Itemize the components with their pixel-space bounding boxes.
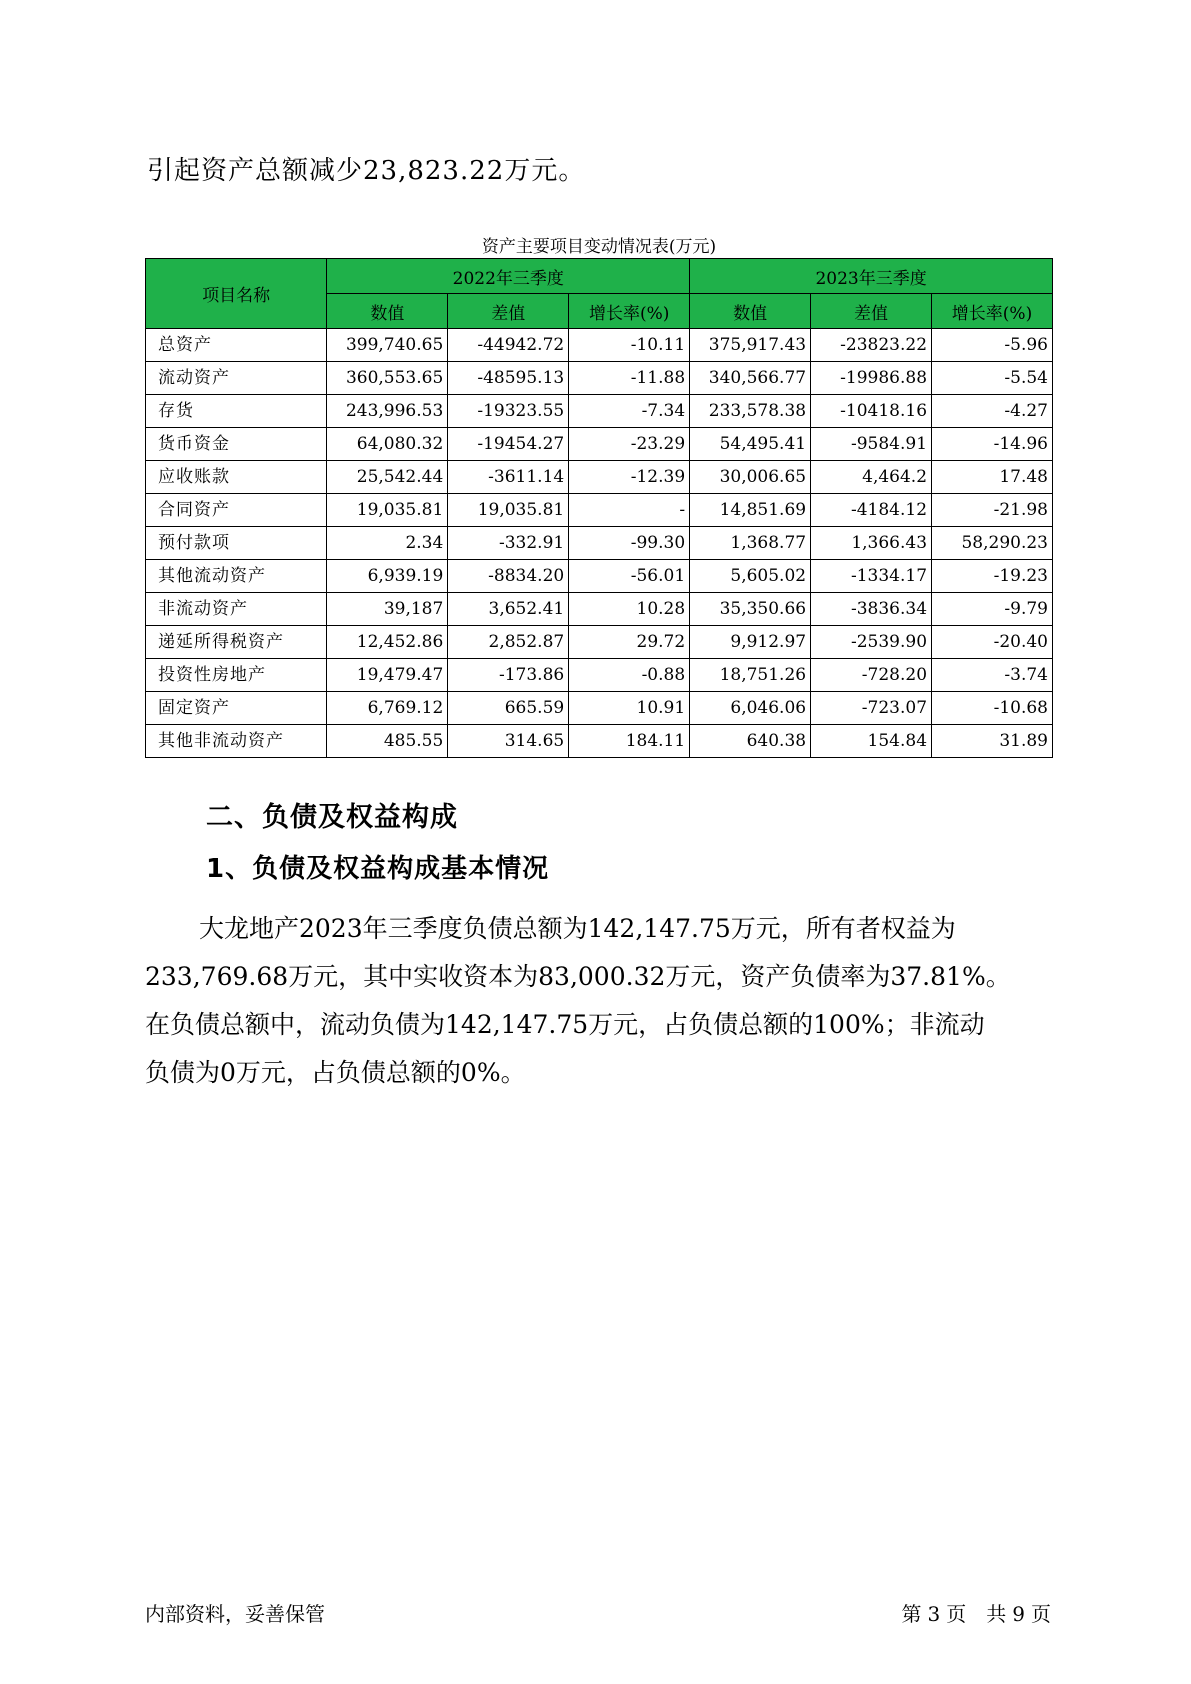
table-row bbox=[146, 329, 1053, 362]
table-cell-value: -9584.91 bbox=[811, 428, 932, 461]
table-row bbox=[146, 494, 1053, 527]
table-cell-item-name: 预付款项 bbox=[146, 527, 327, 560]
table-cell-value: -2539.90 bbox=[811, 626, 932, 659]
table-cell-value: 18,751.26 bbox=[690, 659, 811, 692]
table-cell-value: -0.88 bbox=[569, 659, 690, 692]
table-cell-value: -23.29 bbox=[569, 428, 690, 461]
table-cell-value: 233,578.38 bbox=[690, 395, 811, 428]
table-cell-item-name: 存货 bbox=[146, 395, 327, 428]
table-cell-value: 1,368.77 bbox=[690, 527, 811, 560]
table-row bbox=[146, 692, 1053, 725]
table-cell-value: -56.01 bbox=[569, 560, 690, 593]
table-cell-value: -5.96 bbox=[932, 329, 1053, 362]
current-page: 3 bbox=[927, 1602, 941, 1626]
table-cell-value: 9,912.97 bbox=[690, 626, 811, 659]
paragraph-line: 在负债总额中，流动负债为142,147.75万元，占负债总额的100%；非流动 bbox=[145, 1010, 985, 1039]
table-cell-value: -23823.22 bbox=[811, 329, 932, 362]
table-cell-value: 399,740.65 bbox=[327, 329, 448, 362]
table-cell-value: - bbox=[569, 494, 690, 527]
table-cell-value: -12.39 bbox=[569, 461, 690, 494]
table-cell-value: 5,605.02 bbox=[690, 560, 811, 593]
table-cell-value: -3.74 bbox=[932, 659, 1053, 692]
table-cell-value: -11.88 bbox=[569, 362, 690, 395]
table-cell-value: 314.65 bbox=[448, 725, 569, 758]
table-caption: 资产主要项目变动情况表(万元) bbox=[481, 237, 717, 257]
intro-text: 引起资产总额减少23,823.22万元。 bbox=[147, 156, 586, 186]
table-cell-value: 31.89 bbox=[932, 725, 1053, 758]
paragraph-line: 负债为0万元，占负债总额的0%。 bbox=[145, 1058, 526, 1087]
total-pages: 9 bbox=[1012, 1602, 1025, 1626]
table-cell-value: 340,566.77 bbox=[690, 362, 811, 395]
table-cell-value: 10.28 bbox=[569, 593, 690, 626]
table-cell-value: -20.40 bbox=[932, 626, 1053, 659]
header-growth-2023: 增长率(%) bbox=[932, 294, 1053, 329]
table-cell-value: 375,917.43 bbox=[690, 329, 811, 362]
table-cell-value: -19986.88 bbox=[811, 362, 932, 395]
table-cell-item-name: 其他流动资产 bbox=[146, 560, 327, 593]
table-cell-value: 29.72 bbox=[569, 626, 690, 659]
table-cell-value: -5.54 bbox=[932, 362, 1053, 395]
table-header-row-1 bbox=[146, 259, 1053, 294]
table-cell-value: 14,851.69 bbox=[690, 494, 811, 527]
table-row bbox=[146, 461, 1053, 494]
table-cell-value: -1334.17 bbox=[811, 560, 932, 593]
section-heading: 二、负债及权益构成 bbox=[206, 802, 458, 833]
table-cell-value: -8834.20 bbox=[448, 560, 569, 593]
table-cell-value: 19,035.81 bbox=[448, 494, 569, 527]
table-cell-value: 243,996.53 bbox=[327, 395, 448, 428]
table-cell-value: 54,495.41 bbox=[690, 428, 811, 461]
header-value-2023: 数值 bbox=[690, 294, 811, 329]
table-cell-value: -44942.72 bbox=[448, 329, 569, 362]
table-cell-value: -3611.14 bbox=[448, 461, 569, 494]
table-cell-value: 640.38 bbox=[690, 725, 811, 758]
page-mid: 页 共 bbox=[946, 1602, 1007, 1626]
table-cell-value: 19,035.81 bbox=[327, 494, 448, 527]
table-cell-item-name: 合同资产 bbox=[146, 494, 327, 527]
table-cell-value: 184.11 bbox=[569, 725, 690, 758]
table-cell-value: -3836.34 bbox=[811, 593, 932, 626]
table-cell-value: 360,553.65 bbox=[327, 362, 448, 395]
header-period-2023: 2023年三季度 bbox=[690, 259, 1053, 294]
liability-equity-paragraph bbox=[145, 905, 1075, 1097]
asset-change-table bbox=[145, 258, 1053, 758]
table-cell-value: 6,046.06 bbox=[690, 692, 811, 725]
table-cell-item-name: 固定资产 bbox=[146, 692, 327, 725]
table-cell-value: 1,366.43 bbox=[811, 527, 932, 560]
table-cell-item-name: 货币资金 bbox=[146, 428, 327, 461]
table-cell-value: -332.91 bbox=[448, 527, 569, 560]
table-cell-value: -19.23 bbox=[932, 560, 1053, 593]
table-cell-value: -723.07 bbox=[811, 692, 932, 725]
table-cell-item-name: 总资产 bbox=[146, 329, 327, 362]
table-cell-value: 154.84 bbox=[811, 725, 932, 758]
table-cell-value: -19323.55 bbox=[448, 395, 569, 428]
table-cell-value: -173.86 bbox=[448, 659, 569, 692]
table-row bbox=[146, 428, 1053, 461]
table-cell-value: 3,652.41 bbox=[448, 593, 569, 626]
header-diff-2022: 差值 bbox=[448, 294, 569, 329]
table-cell-value: -10.68 bbox=[932, 692, 1053, 725]
table-row bbox=[146, 626, 1053, 659]
table-cell-value: 2,852.87 bbox=[448, 626, 569, 659]
table-cell-value: 12,452.86 bbox=[327, 626, 448, 659]
table-cell-value: 2.34 bbox=[327, 527, 448, 560]
table-cell-item-name: 其他非流动资产 bbox=[146, 725, 327, 758]
page-prefix: 第 bbox=[901, 1602, 922, 1626]
table-row bbox=[146, 362, 1053, 395]
table-cell-value: -10418.16 bbox=[811, 395, 932, 428]
table-row bbox=[146, 527, 1053, 560]
table-cell-value: 10.91 bbox=[569, 692, 690, 725]
table-cell-value: -728.20 bbox=[811, 659, 932, 692]
table-row bbox=[146, 395, 1053, 428]
table-cell-value: 6,769.12 bbox=[327, 692, 448, 725]
table-body bbox=[146, 329, 1053, 758]
sub-heading: 1、负债及权益构成基本情况 bbox=[206, 854, 550, 884]
header-item-name: 项目名称 bbox=[146, 259, 327, 329]
table-cell-item-name: 非流动资产 bbox=[146, 593, 327, 626]
header-growth-2022: 增长率(%) bbox=[569, 294, 690, 329]
table-cell-value: 4,464.2 bbox=[811, 461, 932, 494]
table-cell-value: -21.98 bbox=[932, 494, 1053, 527]
table-cell-value: 25,542.44 bbox=[327, 461, 448, 494]
table-cell-value: 6,939.19 bbox=[327, 560, 448, 593]
table-cell-value: 665.59 bbox=[448, 692, 569, 725]
table-cell-item-name: 递延所得税资产 bbox=[146, 626, 327, 659]
footer-page-number bbox=[899, 1598, 1054, 1627]
header-diff-2023: 差值 bbox=[811, 294, 932, 329]
table-cell-value: 58,290.23 bbox=[932, 527, 1053, 560]
header-value-2022: 数值 bbox=[327, 294, 448, 329]
table-row bbox=[146, 560, 1053, 593]
table-cell-item-name: 应收账款 bbox=[146, 461, 327, 494]
table-cell-value: -14.96 bbox=[932, 428, 1053, 461]
header-period-2022: 2022年三季度 bbox=[327, 259, 690, 294]
table-cell-value: -4.27 bbox=[932, 395, 1053, 428]
table-cell-value: -48595.13 bbox=[448, 362, 569, 395]
table-cell-value: 35,350.66 bbox=[690, 593, 811, 626]
table-cell-item-name: 投资性房地产 bbox=[146, 659, 327, 692]
table-row bbox=[146, 725, 1053, 758]
footer-confidential-note: 内部资料，妥善保管 bbox=[145, 1602, 325, 1626]
table-cell-value: 19,479.47 bbox=[327, 659, 448, 692]
table-cell-value: -99.30 bbox=[569, 527, 690, 560]
table-cell-value: -4184.12 bbox=[811, 494, 932, 527]
table-cell-value: 64,080.32 bbox=[327, 428, 448, 461]
paragraph-line: 233,769.68万元，其中实收资本为83,000.32万元，资产负债率为37.81%。 bbox=[145, 962, 1011, 991]
table-row bbox=[146, 593, 1053, 626]
table-cell-value: -7.34 bbox=[569, 395, 690, 428]
table-cell-item-name: 流动资产 bbox=[146, 362, 327, 395]
table-cell-value: 39,187 bbox=[327, 593, 448, 626]
table-cell-value: 17.48 bbox=[932, 461, 1053, 494]
table-cell-value: 30,006.65 bbox=[690, 461, 811, 494]
paragraph-line: 大龙地产2023年三季度负债总额为142,147.75万元，所有者权益为 bbox=[199, 914, 956, 943]
table-cell-value: 485.55 bbox=[327, 725, 448, 758]
page-suffix: 页 bbox=[1031, 1602, 1051, 1626]
table-cell-value: -9.79 bbox=[932, 593, 1053, 626]
table-row bbox=[146, 659, 1053, 692]
table-cell-value: -10.11 bbox=[569, 329, 690, 362]
table-cell-value: -19454.27 bbox=[448, 428, 569, 461]
